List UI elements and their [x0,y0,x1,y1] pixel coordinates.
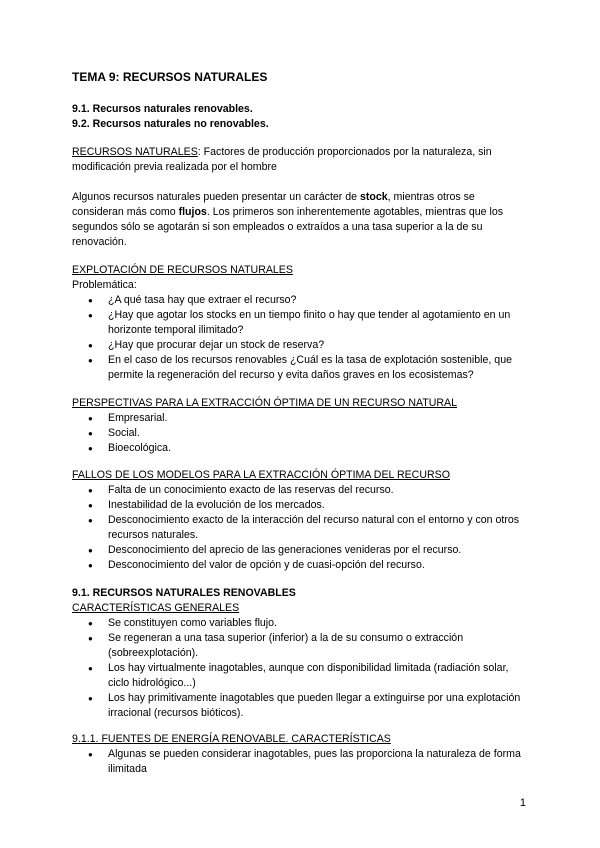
energia-section [72,732,522,777]
section-label: Problemática: [72,279,137,291]
document-title: TEMA 9: RECURSOS NATURALES [72,70,268,84]
list-item: ● ¿Hay que agotar los stocks en un tiempo finito o hay que tender al agotamiento en un horizonte temporal ilimitado? [72,308,522,338]
intro-paragraph [72,190,522,250]
bullet-list [72,747,522,777]
list-item: ● ¿A qué tasa hay que extraer el recurso? [72,293,522,308]
bullet-list [72,411,522,456]
toc [72,102,522,132]
bullet-list [72,616,522,721]
list-item: ● Se constituyen como variables flujo. [72,616,522,631]
intro-flujos: flujos [178,206,207,218]
definition-term: RECURSOS NATURALES [72,146,198,158]
definition-text: Factores de producción proporcionados por la naturaleza, sin modificación previa realizada por el hombre [72,146,492,173]
list-item: ● Inestabilidad de la evolución de los mercados. [72,498,522,513]
list-item: ● Desconocimiento del aprecio de las generaciones venideras por el recurso. [72,543,522,558]
page-number: 1 [519,797,526,809]
bullet-list [72,483,522,573]
list-item: ● En el caso de los recursos renovables ¿Cuál es la tasa de explotación sostenible, que permite la regeneración del recurso y evita daños graves en los ecosistemas? [72,353,522,383]
list-item: ● Empresarial. [72,411,522,426]
list-item: ● Los hay virtualmente inagotables, aunque con disponibilidad limitada (radiación solar, ciclo hidrológico...) [72,661,522,691]
explotacion-section [72,263,522,383]
toc-item: 9.2. Recursos naturales no renovables. [72,118,269,130]
list-item: ● Los hay primitivamente inagotables que pueden llegar a extinguirse por una explotación irracional (recursos bióticos). [72,691,522,721]
definition-paragraph [72,145,522,175]
list-item: ● Social. [72,426,522,441]
section-heading: 9.1. RECURSOS NATURALES RENOVABLES [72,587,296,599]
fallos-section [72,468,522,573]
section-heading: FALLOS DE LOS MODELOS PARA LA EXTRACCIÓN ÓPTIMA DEL RECURSO [72,469,450,481]
list-item: ● Bioecológica. [72,441,522,456]
section-heading: 9.1.1. FUENTES DE ENERGÍA RENOVABLE. CARACTERÍSTICAS [72,733,391,745]
section-heading: PERSPECTIVAS PARA LA EXTRACCIÓN ÓPTIMA DE UN RECURSO NATURAL [72,397,457,409]
list-item: ● ¿Hay que procurar dejar un stock de reserva? [72,338,522,353]
list-item: ● Falta de un conocimiento exacto de las reservas del recurso. [72,483,522,498]
intro-text: Algunos recursos naturales pueden presentar un carácter de [72,191,360,203]
intro-text: , mientras otros se consideran más como [72,191,475,218]
section-subheading: CARACTERÍSTICAS GENERALES [72,602,240,614]
toc-item: 9.1. Recursos naturales renovables. [72,103,253,115]
list-item: ● Algunas se pueden considerar inagotables, pues las proporciona la naturaleza de forma ilimitada [72,747,522,777]
list-item: ● Desconocimiento exacto de la interacción del recurso natural con el entorno y con otros recursos naturales. [72,513,522,543]
definition-colon: : [197,146,201,158]
perspectivas-section [72,396,522,456]
bullet-list [72,293,522,383]
intro-stock: stock [359,191,388,203]
list-item: ● Desconocimiento del valor de opción y de cuasi-opción del recurso. [72,558,522,573]
section-heading: EXPLOTACIÓN DE RECURSOS NATURALES [72,264,293,276]
intro-text: . Los primeros son inherentemente agotables, mientras que los segundos sólo se agotarán si son empleados o extraídos a una tasa superior a la de su renovación. [72,206,504,248]
renovables-section [72,586,522,721]
list-item: ● Se regeneran a una tasa superior (inferior) a la de su consumo o extracción (sobreexplotación). [72,631,522,661]
